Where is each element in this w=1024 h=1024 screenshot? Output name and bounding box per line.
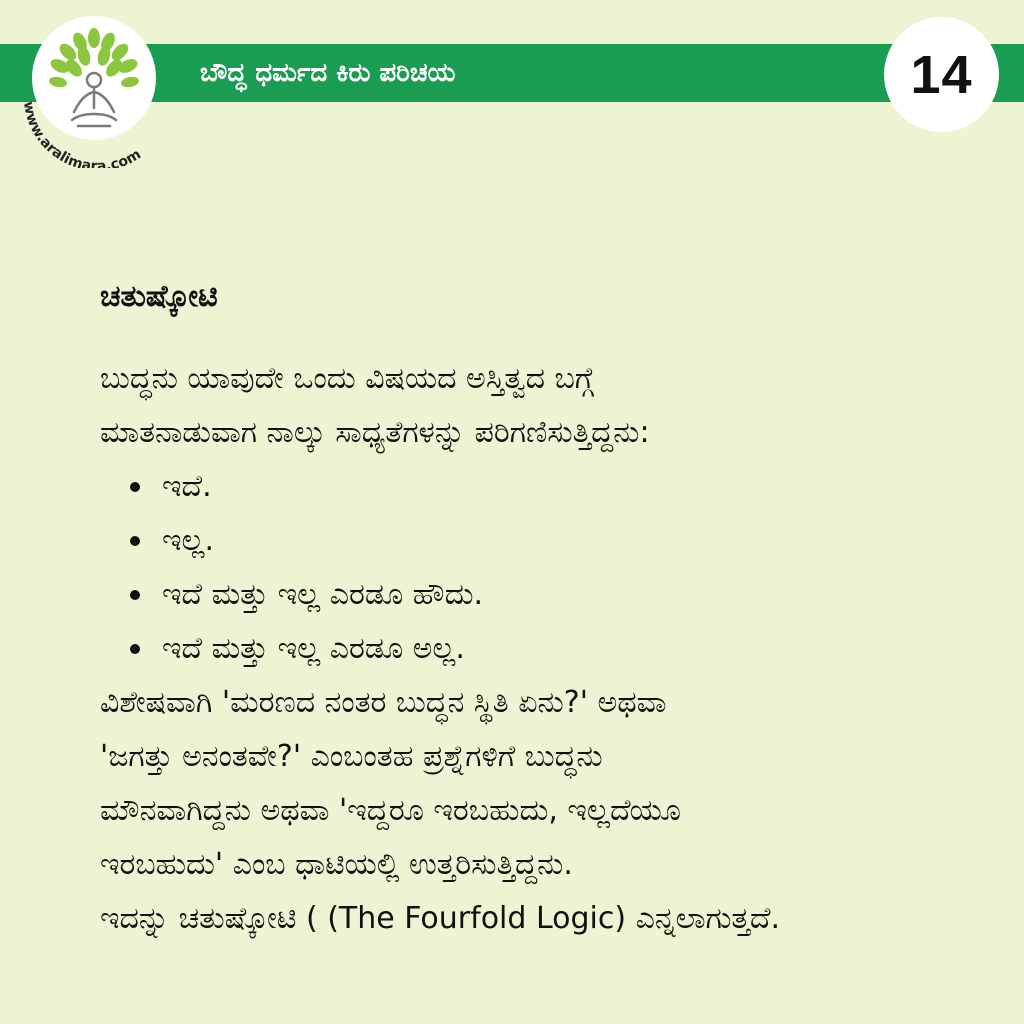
main-content: [100, 270, 980, 946]
aralimara-logo: [14, 8, 184, 168]
bullet-icon: [130, 644, 140, 654]
body-line: ವಿಶೇಷವಾಗಿ 'ಮರಣದ ನಂತರ ಬುದ್ಧನ ಸ್ಥಿತಿ ಏನು?' ಅಥವಾ: [100, 685, 667, 720]
page-number: 14: [910, 44, 973, 105]
section-heading: ಚತುಷ್ಕೋಟಿ: [100, 279, 218, 314]
bullet-icon: [130, 482, 140, 492]
logo-url-text: www.aralimara.com: [19, 100, 144, 168]
bullet-icon: [130, 590, 140, 600]
list-item-text: ಇದೆ ಮತ್ತು ಇಲ್ಲ ಎರಡೂ ಹೌದು.: [162, 577, 484, 612]
page-number-badge: [884, 17, 999, 132]
body-line: ಮೌನವಾಗಿದ್ದನು ಅಥವಾ 'ಇದ್ದರೂ ಇರಬಹುದು, ಇಲ್ಲದೆಯೂ: [100, 793, 681, 828]
list-item: [130, 622, 980, 676]
series-title: ಬೌದ್ಧ ಧರ್ಮದ ಕಿರು ಪರಿಚಯ: [200, 58, 456, 88]
list-item-text: ಇದೆ.: [162, 469, 212, 504]
tree-meditation-icon: [14, 8, 184, 168]
list-item-text: ಇಲ್ಲ.: [162, 523, 215, 558]
body-line: ಇರಬಹುದು' ಎಂಬ ಧಾಟಿಯಲ್ಲಿ ಉತ್ತರಿಸುತ್ತಿದ್ದನು.: [100, 847, 573, 882]
list-item: [130, 460, 980, 514]
list-item: [130, 514, 980, 568]
intro-line: ಮಾತನಾಡುವಾಗ ನಾಲ್ಕು ಸಾಧ್ಯತೆಗಳನ್ನು ಪರಿಗಣಿಸುತ್ತಿದ್ದನು:: [100, 415, 650, 450]
body-line: 'ಜಗತ್ತು ಅನಂತವೇ?' ಎಂಬಂತಹ ಪ್ರಶ್ನೆಗಳಿಗೆ ಬುದ್ಧನು: [100, 739, 603, 774]
intro-line: ಬುದ್ಧನು ಯಾವುದೇ ಒಂದು ವಿಷಯದ ಅಸ್ತಿತ್ವದ ಬಗ್ಗೆ: [100, 361, 594, 396]
list-item-text: ಇದೆ ಮತ್ತು ಇಲ್ಲ ಎರಡೂ ಅಲ್ಲ.: [162, 631, 465, 666]
list-item: [130, 568, 980, 622]
bullet-icon: [130, 536, 140, 546]
body-line: ಇದನ್ನು ಚತುಷ್ಕೋಟಿ ( (The Fourfold Logic) ಎನ್ನಲಾಗುತ್ತದೆ.: [100, 901, 780, 936]
possibilities-list: [100, 460, 980, 676]
